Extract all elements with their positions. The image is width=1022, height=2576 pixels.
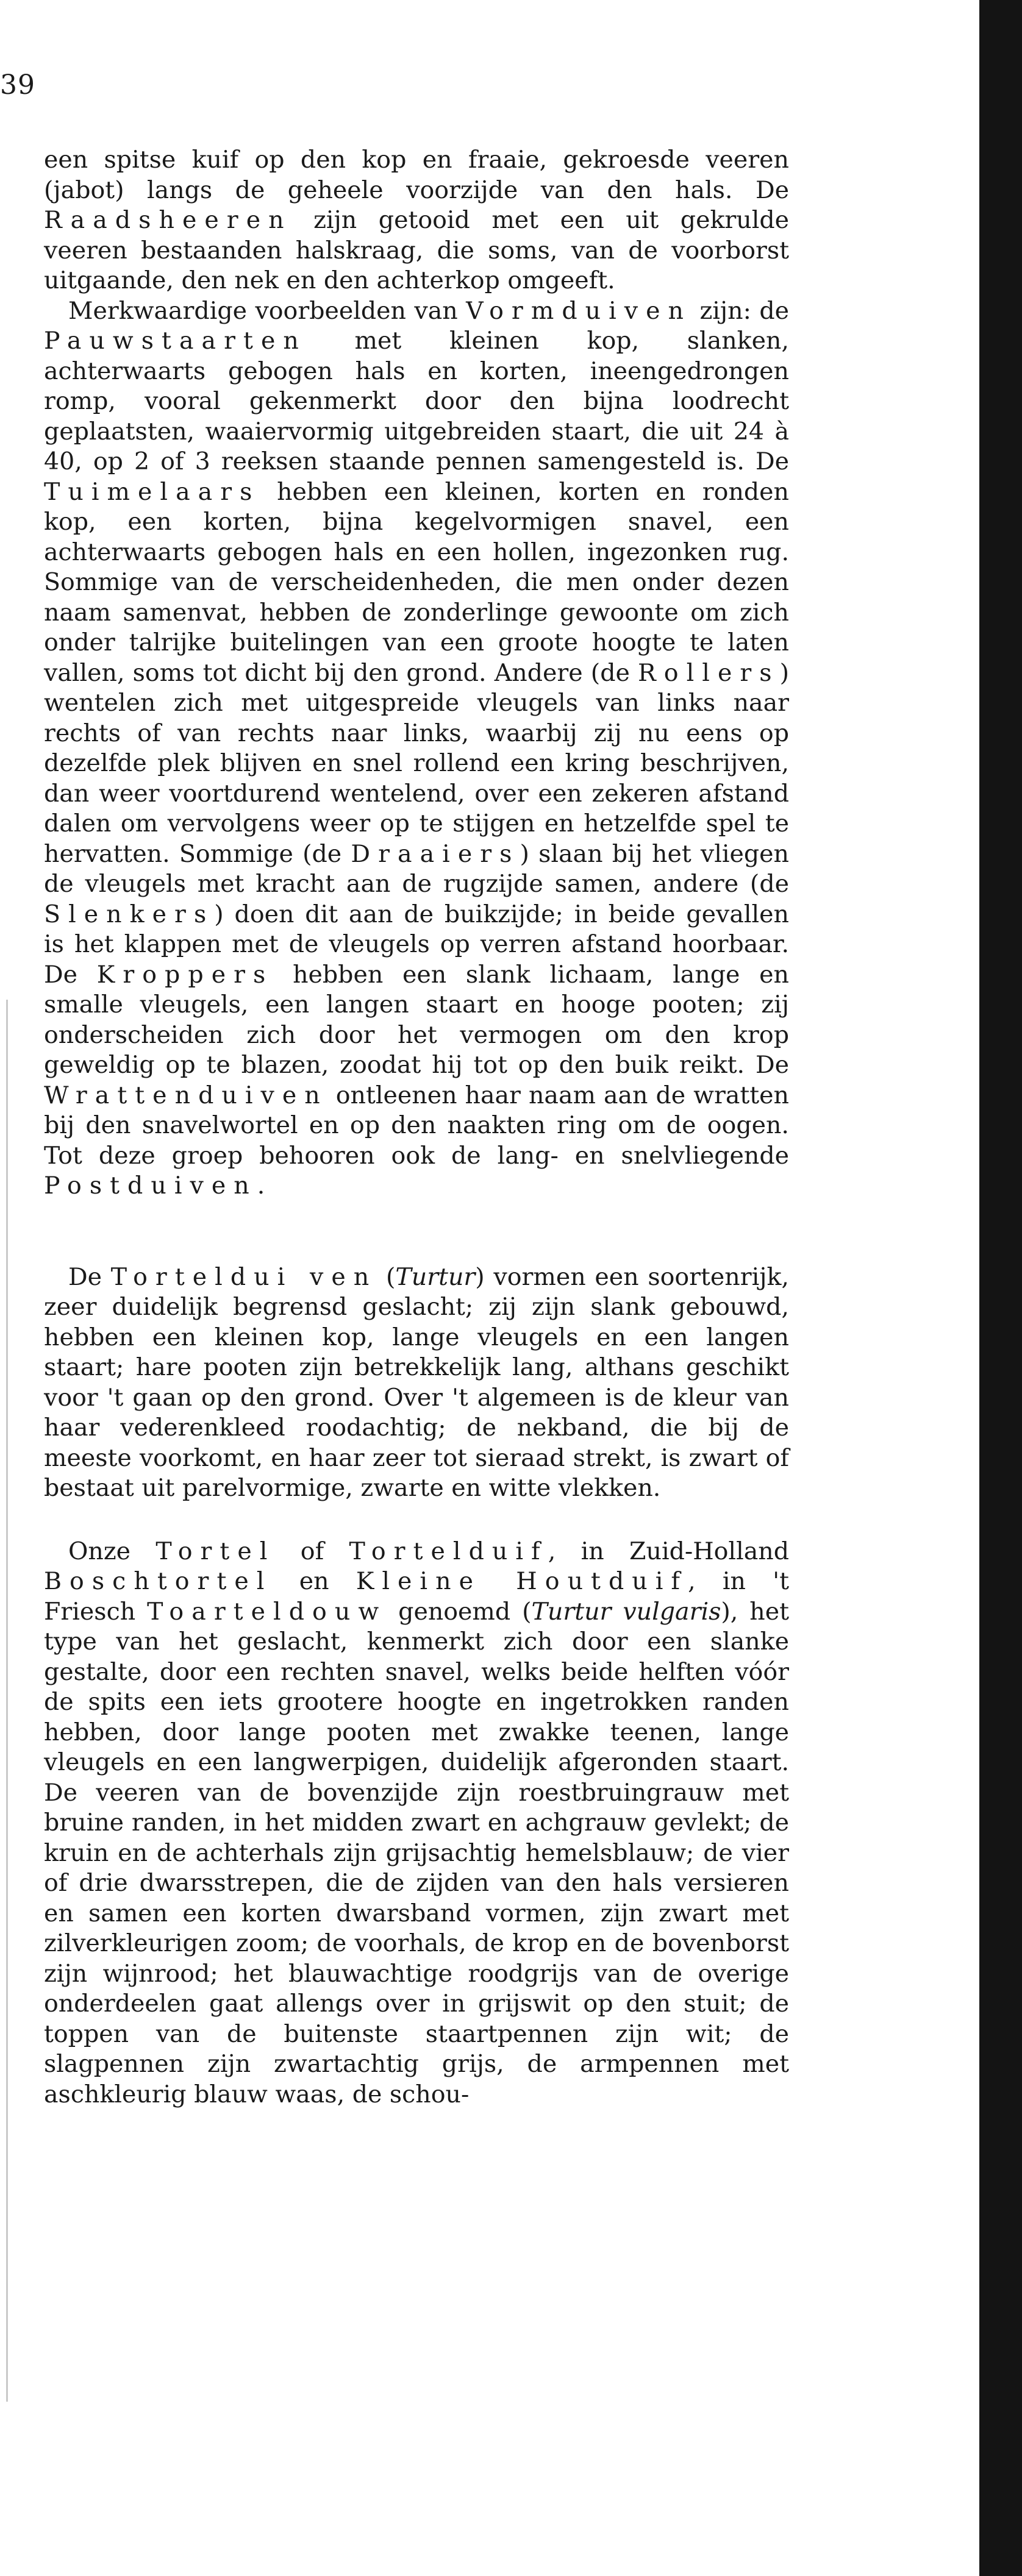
text-segment: , in Zuid-Holland bbox=[548, 1537, 789, 1565]
italic-term: Turtur vulgaris bbox=[531, 1597, 721, 1626]
spaced-term: Rollers bbox=[638, 658, 780, 687]
spaced-term: Toarteldouw bbox=[147, 1597, 387, 1626]
section bbox=[44, 1537, 789, 2110]
spaced-term: Draaiers bbox=[351, 839, 520, 868]
spaced-term: Postduiven bbox=[44, 1172, 257, 1200]
text-segment: hebben een kleinen, korten en ronden kop, een korten, bijna kegelvormigen snavel, een achterwaarts gebogen hals en een hollen, ingezonken rug. Sommige van de verscheidenheden, die men onder dezen naam samenvat, hebben de zonderlinge gewoonte om zich onder talrijke buitelingen van een groote hoogte te laten vallen, soms tot dicht bij den grond. Andere (de bbox=[44, 477, 789, 687]
text-segment: met kleinen kop, slanken, achterwaarts gebogen hals en korten, ineengedrongen romp, vooral gekenmerkt door den bijna loodrecht geplaatsten, waaiervormig uitgebreiden staart, die uit 24 à 40, op 2 of 3 reeksen staande pennen samengesteld is. De bbox=[44, 327, 789, 475]
text-segment: genoemd ( bbox=[387, 1597, 532, 1626]
paragraph bbox=[44, 1262, 789, 1504]
text-segment: Onze bbox=[68, 1537, 156, 1565]
spaced-term: Wrattenduiven bbox=[44, 1081, 328, 1109]
text-segment: De bbox=[68, 1262, 111, 1291]
text-segment: Merkwaardige voorbeelden van bbox=[68, 296, 466, 325]
gutter-line bbox=[6, 1000, 8, 2402]
section bbox=[44, 145, 789, 1201]
spaced-term: Vormduiven bbox=[466, 296, 692, 325]
spaced-term: Kroppers bbox=[96, 960, 274, 989]
text-column bbox=[44, 145, 789, 2110]
text-segment: zijn: de bbox=[691, 296, 790, 325]
text-segment: zijn getooid met een uit gekrulde veeren bestaanden halskraag, die soms, van de voorborst uitgaande, den nek en den achterkop omgeeft. bbox=[44, 206, 789, 294]
text-segment: ) wentelen zich met uitgespreide vleugels van links naar rechts of van rechts naar links, waarbij zij nu eens op dezelfde plek blijven en snel rollend een kring beschrijven, dan weer voortdurend wentelend, over een zekeren afstand dalen om vervolgens weer op te stijgen en hetzelfde spel te hervatten. Sommige (de bbox=[44, 658, 789, 868]
spaced-term: Raadsheeren bbox=[44, 206, 292, 234]
paragraph bbox=[44, 1537, 789, 2110]
spaced-term: Tortelduif bbox=[349, 1537, 548, 1565]
text-segment: ) vormen een soortenrijk, zeer duidelijk begrensd geslacht; zij zijn slank gebouwd, hebben een kleinen kop, lange vleugels en een langen staart; hare pooten zijn betrekkelijk lang, althans geschikt voor 't gaan op den grond. Over 't algemeen is de kleur van haar vederenkleed roodachtig; de nekband, die bij de meeste voorkomt, en haar zeer tot sieraad strekt, is zwart of bestaat uit parelvormige, zwarte en witte vlekken. bbox=[44, 1262, 789, 1502]
page-number: 39 bbox=[0, 69, 35, 101]
text-segment: . bbox=[257, 1172, 265, 1200]
text-segment: en bbox=[272, 1567, 356, 1595]
spaced-term: Pauwstaarten bbox=[44, 327, 307, 355]
text-segment: een spitse kuif op den kop en fraaie, gekroesde veeren (jabot) langs de geheele voorzijde van den hals. De bbox=[44, 146, 789, 204]
section bbox=[44, 1262, 789, 1504]
paragraph bbox=[44, 296, 789, 1201]
text-segment: ) slaan bij het vliegen de vleugels met kracht aan de rugzijde samen, andere (de bbox=[44, 839, 789, 898]
italic-term: Turtur bbox=[395, 1262, 476, 1291]
text-segment: ontleenen haar naam aan de wratten bij den snavelwortel en op den naakten ring om de oogen. Tot deze groep behooren ook de lang- en snelvliegende bbox=[44, 1081, 789, 1170]
text-segment: ), het type van het geslacht, kenmerkt zich door een slanke gestalte, door een rechten snavel, welks beide helften vóór de spits een iets grootere hoogte en ingetrokken randen hebben, door lange pooten met zwakke teenen, lange vleugels en een langwerpigen, duidelijk afgeronden staart. De veeren van de bovenzijde zijn roestbruingrauw met bruine randen, in het midden zwart en achgrauw gevlekt; de kruin en de achterhals zijn grijsachtig hemelsblauw; de vier of drie dwarsstrepen, die de zijden van den hals versieren en samen een korten dwarsband vormen, zijn zwart met zilverkleurigen zoom; de voorhals, de krop en de bovenborst zijn wijnrood; het blauwachtige roodgrijs van de overige onderdeelen gaat allengs over in grijswit op den stuit; de toppen van de buitenste staartpennen zijn wit; de slagpennen zijn zwartachtig grijs, de armpennen met aschkleurig blauw waas, de schou- bbox=[44, 1597, 789, 2108]
text-segment: hebben een slank lichaam, lange en smalle vleugels, een langen staart en hooge pooten; zij onderscheiden zich door het vermogen om den krop geweldig op te blazen, zoodat hij tot op den buik reikt. De bbox=[44, 960, 789, 1079]
paragraph bbox=[44, 145, 789, 296]
scan-edge-bar bbox=[979, 0, 1022, 2576]
spaced-term: Torteldui ven bbox=[110, 1262, 377, 1291]
text-segment: ( bbox=[377, 1262, 396, 1291]
text-segment: , in 't Friesch bbox=[44, 1567, 789, 1626]
text-segment: of bbox=[275, 1537, 349, 1565]
spaced-term: Boschtortel bbox=[44, 1567, 273, 1595]
spaced-term: Tortel bbox=[155, 1537, 276, 1565]
text-segment: ) doen dit aan de buikzijde; in beide gevallen is het klappen met de vleugels op verren afstand hoorbaar. De bbox=[44, 900, 789, 989]
spaced-term: Slenkers bbox=[44, 900, 215, 928]
spaced-term: Tuimelaars bbox=[44, 477, 260, 506]
spaced-term: Kleine Houtduif bbox=[356, 1567, 688, 1595]
